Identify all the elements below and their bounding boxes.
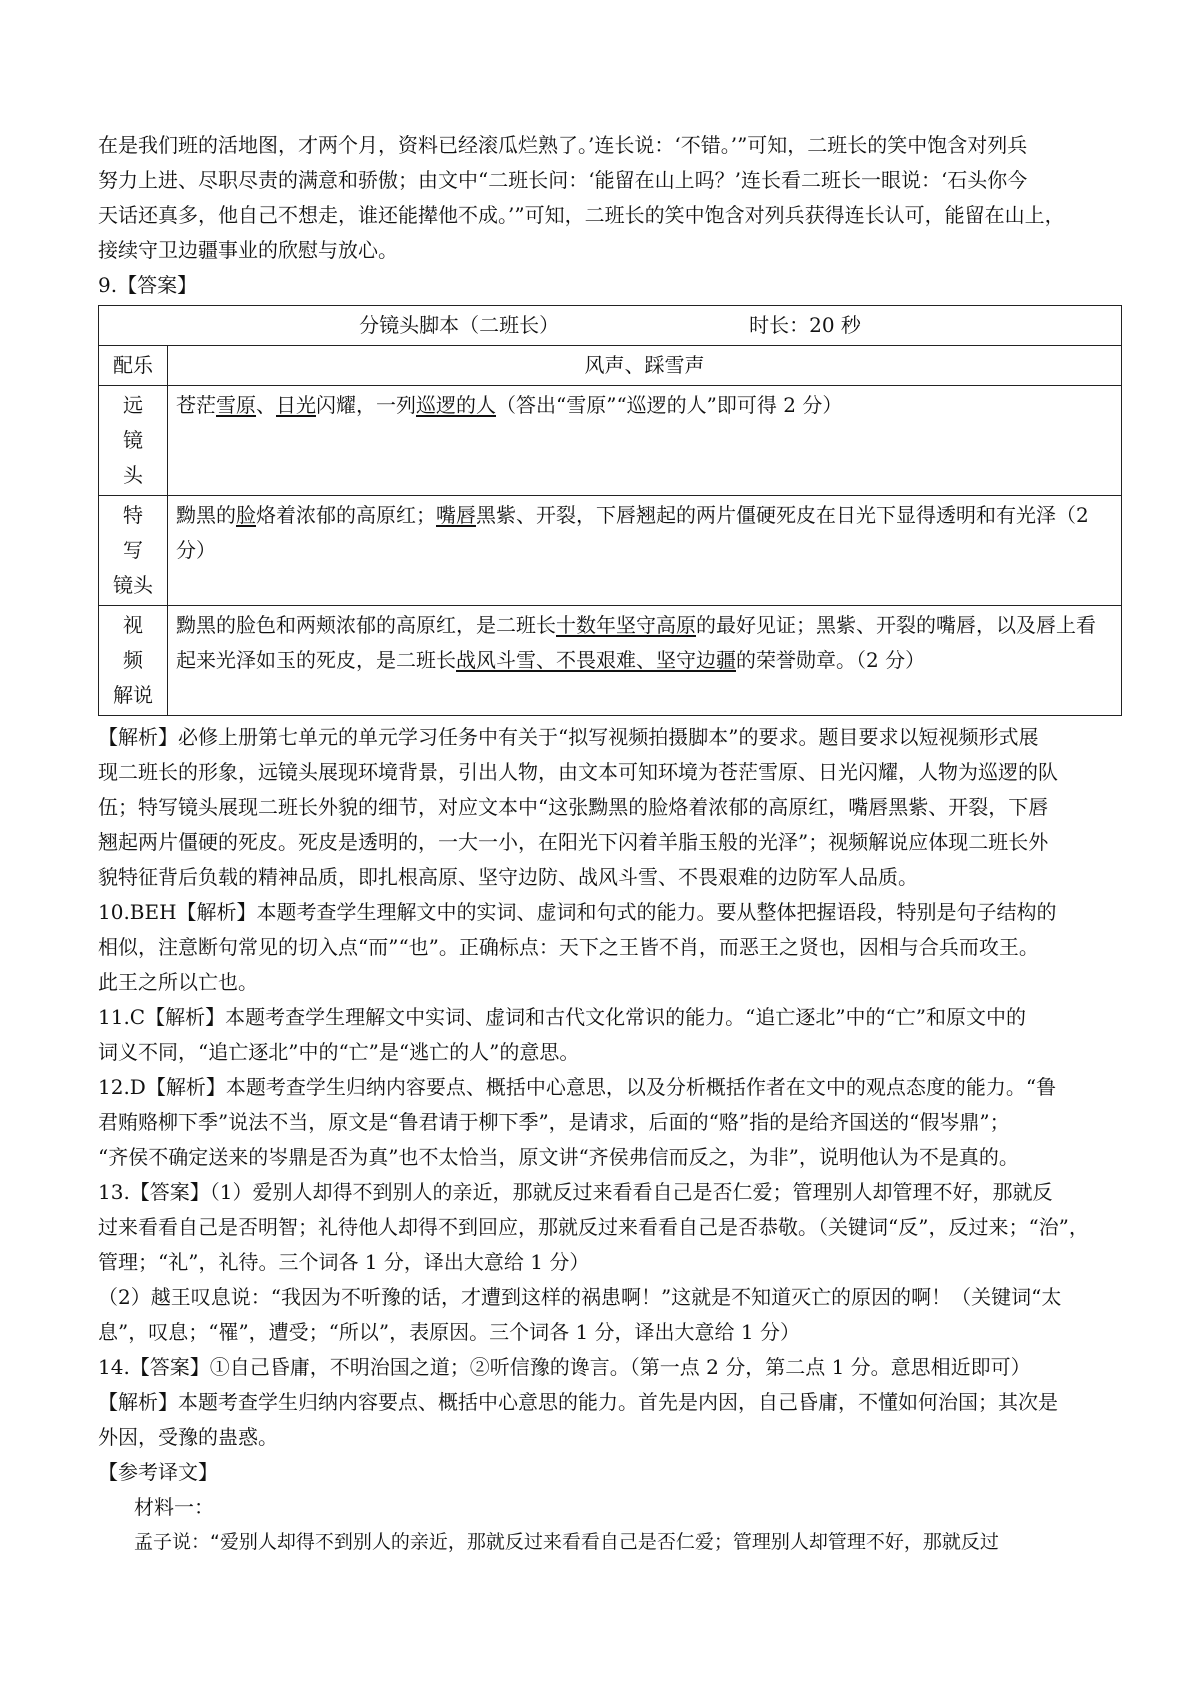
text-line: 14.【答案】①自己昏庸，不明治国之道；②听信豫的谗言。（第一点 2 分，第二点 1 分。意思相近即可）	[98, 1355, 1031, 1379]
row-label: 特 写 镜头	[99, 496, 168, 606]
text-segment: 、	[256, 393, 276, 417]
text-line: 貌特征背后负载的精神品质，即扎根高原、坚守边防、战风斗雪、不畏艰难的边防军人品质。	[98, 865, 918, 889]
text-segment: 黝黑的	[176, 503, 236, 527]
text-line: 在是我们班的活地图，才两个月，资料已经滚瓜烂熟了。’连长说：‘不错。’”可知，二班长的笑中饱含对列兵	[98, 133, 1028, 157]
analysis-9	[98, 720, 1122, 895]
row-content	[168, 496, 1122, 606]
material-text: 孟子说：“爱别人却得不到别人的亲近，那就反过来看看自己是否仁爱；管理别人却管理不好，那就反过	[134, 1531, 999, 1553]
text-line: “齐侯不确定送来的岑鼎是否为真”也不太恰当，原文讲“齐侯弗信而反之，为非”，说明他认为不是真的。	[98, 1145, 1019, 1169]
text-segment: 黑紫、开裂，下唇翘起的两片僵硬死皮在日光下显得透明和有光泽（2 分）	[176, 503, 1089, 562]
text-line: 相似，注意断句常见的切入点“而”“也”。正确标点：天下之王皆不肖，而恶王之贤也，因相与合兵而攻王。	[98, 935, 1039, 959]
text-segment: 烙着浓郁的高原红；	[256, 503, 436, 527]
text-line: 翘起两片僵硬的死皮。死皮是透明的，一大一小，在阳光下闪着羊脂玉般的光泽”；视频解说应体现二班长外	[98, 830, 1049, 854]
row-label: 远 镜 头	[99, 386, 168, 496]
row-content	[168, 386, 1122, 496]
text-line: 13.【答案】（1）爱别人却得不到别人的亲近，那就反过来看看自己是否仁爱；管理别人却管理不好，那就反	[98, 1180, 1053, 1204]
underlined-key-phrase: 脸	[236, 503, 256, 527]
table-header-row	[99, 306, 1122, 346]
q9-answer-label: 9.【答案】	[98, 273, 198, 297]
text-line: 伍；特写镜头展现二班长外貌的细节，对应文本中“这张黝黑的脸烙着浓郁的高原红，嘴唇黑紫、开裂，下唇	[98, 795, 1049, 819]
text-line: 此王之所以亡也。	[98, 970, 258, 994]
row-label: 视 频 解说	[99, 606, 168, 716]
underlined-key-phrase: 战风斗雪、不畏艰难、坚守边疆	[456, 648, 736, 672]
text-line: 管理；“礼”，礼待。三个词各 1 分，译出大意给 1 分）	[98, 1250, 590, 1274]
q12-block	[98, 1070, 1122, 1175]
top-paragraph	[98, 128, 1122, 268]
underlined-key-phrase: 十数年坚守高原	[556, 613, 696, 637]
script-duration: 时长：20 秒	[749, 313, 861, 337]
table-row-music	[99, 346, 1122, 386]
underlined-key-phrase: 日光	[276, 393, 316, 417]
text-segment: 苍茫	[176, 393, 216, 417]
script-title: 分镜头脚本（二班长）	[359, 313, 560, 337]
text-line: （2）越王叹息说：“我因为不听豫的话，才遭到这样的祸患啊！”这就是不知道灭亡的原因的啊！（关键词“太	[98, 1285, 1062, 1309]
text-line: 11.C【解析】本题考查学生理解文中实词、虚词和古代文化常识的能力。“追亡逐北”中的“亡”和原文中的	[98, 1005, 1027, 1029]
text-line: 10.BEH【解析】本题考查学生理解文中的实词、虚词和句式的能力。要从整体把握语段，特别是句子结构的	[98, 900, 1057, 924]
text-segment: （答出“雪原”“巡逻的人”即可得 2 分）	[496, 393, 843, 417]
q14-block	[98, 1350, 1122, 1455]
table-row-voiceover	[99, 606, 1122, 716]
text-line: 君贿赂柳下季”说法不当，原文是“鲁君请于柳下季”，是请求，后面的“赂”指的是给齐国送的“假岑鼎”；	[98, 1110, 1010, 1134]
text-segment: 的荣誉勋章。（2 分）	[736, 648, 926, 672]
row-content: 风声、踩雪声	[168, 346, 1122, 386]
text-segment: 的最好见证；黑紫、开裂的嘴唇，以及唇上看起来光泽如玉的死皮，是二班长	[176, 613, 1096, 672]
q11-block	[98, 1000, 1122, 1070]
underlined-key-phrase: 巡逻的人	[416, 393, 496, 417]
text-line: 努力上进、尽职尽责的满意和骄傲；由文中“二班长问：‘能留在山上吗？’连长看二班长一眼说：‘石头你今	[98, 168, 1028, 192]
underlined-key-phrase: 雪原	[216, 393, 256, 417]
storyboard-script-table	[98, 305, 1122, 716]
material-label: 材料一：	[134, 1495, 214, 1519]
text-line: 词义不同，“追亡逐北”中的“亡”是“逃亡的人”的意思。	[98, 1040, 580, 1064]
row-content	[168, 606, 1122, 716]
table-row-close-up	[99, 496, 1122, 606]
text-line: 息”，叹息；“罹”，遭受；“所以”，表原因。三个词各 1 分，译出大意给 1 分）	[98, 1320, 801, 1344]
q10-block	[98, 895, 1122, 1000]
underlined-key-phrase: 嘴唇	[436, 503, 476, 527]
text-segment: 黝黑的脸色和两颊浓郁的高原红，是二班长	[176, 613, 556, 637]
text-line: 12.D【解析】本题考查学生归纳内容要点、概括中心意思，以及分析概括作者在文中的观点态度的能力。“鲁	[98, 1075, 1057, 1099]
answer-document	[98, 128, 1122, 1560]
text-line: 接续守卫边疆事业的欣慰与放心。	[98, 238, 398, 262]
text-line: 天话还真多，他自己不想走，谁还能撵他不成。’”可知，二班长的笑中饱含对列兵获得连长认可，能留在山上，	[98, 203, 1065, 227]
text-line: 【解析】必修上册第七单元的单元学习任务中有关于“拟写视频拍摄脚本”的要求。题目要求以短视频形式展	[98, 725, 1039, 749]
row-label: 配乐	[99, 346, 168, 386]
table-row-long-shot	[99, 386, 1122, 496]
text-line: 外因，受豫的蛊惑。	[98, 1425, 278, 1449]
text-segment: 闪耀，一列	[316, 393, 416, 417]
reference-translation-label: 【参考译文】	[98, 1460, 218, 1484]
text-line: 【解析】本题考查学生归纳内容要点、概括中心意思的能力。首先是内因，自己昏庸，不懂如何治国；其次是	[98, 1390, 1058, 1414]
text-line: 过来看看自己是否明智；礼待他人却得不到回应，那就反过来看看自己是否恭敬。（关键词“反”，反过来；“治”，	[98, 1215, 1089, 1239]
q13-block	[98, 1175, 1122, 1350]
text-line: 现二班长的形象，远镜头展现环境背景，引出人物，由文本可知环境为苍茫雪原、日光闪耀，人物为巡逻的队	[98, 760, 1058, 784]
